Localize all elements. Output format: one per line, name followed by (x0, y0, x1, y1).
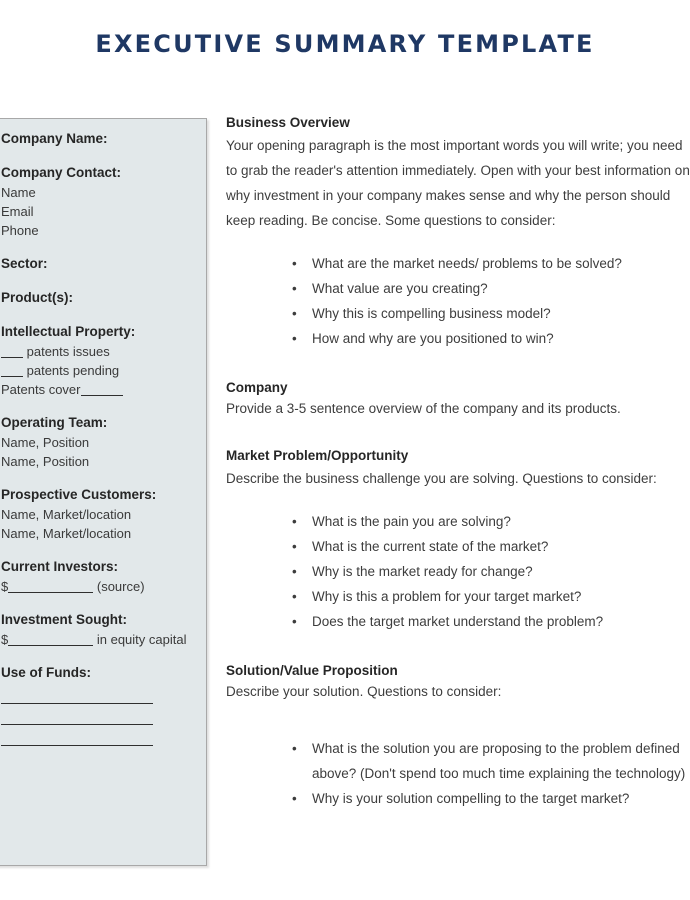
list-item-text: How and why are you positioned to win? (312, 331, 554, 346)
bullet-glyph: • (292, 564, 297, 579)
use-of-funds-blank-line-2 (1, 724, 153, 725)
question-list (226, 251, 690, 351)
list-item-text: What are the market needs/ problems to be solved? (312, 256, 622, 271)
bullet-glyph: • (292, 514, 297, 529)
page-title: EXECUTIVE SUMMARY TEMPLATE (95, 30, 595, 58)
field-value-contact-email: Email (1, 204, 34, 219)
field-label-products: Product(s): (1, 290, 73, 305)
bullet-glyph: • (292, 741, 297, 756)
spacer (1, 543, 198, 557)
field-label-company-contact: Company Contact: (1, 165, 122, 180)
question-list (226, 509, 690, 634)
section-company (226, 377, 690, 419)
bullet-glyph: • (292, 614, 297, 629)
question-list (226, 736, 690, 811)
field-value-contact-phone: Phone (1, 223, 39, 238)
bullet-glyph: • (292, 539, 297, 554)
bullet-glyph: • (292, 589, 297, 604)
section-solution-value-proposition (226, 660, 690, 811)
blank-underline (81, 383, 123, 396)
use-of-funds-blank-line-1 (1, 703, 153, 704)
field-value-patents-cover: Patents cover (1, 380, 198, 399)
list-item-text: What is the current state of the market? (312, 539, 549, 554)
spacer (1, 471, 198, 485)
field-label-company-name: Company Name: (1, 131, 108, 146)
field-value-patents-issues: patents issues (1, 342, 198, 361)
list-item-text: Why is your solution compelling to the target market? (312, 791, 630, 806)
bullet-glyph: • (292, 281, 297, 296)
spacer (1, 649, 198, 663)
list-item (226, 786, 690, 811)
section-heading: Solution/Value Proposition (226, 663, 398, 678)
list-item-text: Why is the market ready for change? (312, 564, 533, 579)
bullet-glyph: • (292, 791, 297, 806)
spacer (1, 596, 198, 610)
blank-underline (1, 364, 23, 377)
section-business-overview (226, 112, 690, 351)
section-market-problem-opportunity (226, 445, 690, 634)
spacer (1, 308, 198, 322)
section-heading: Company (226, 380, 288, 395)
field-label-sector: Sector: (1, 256, 48, 271)
main-content (226, 112, 690, 811)
field-value-team-member-1: Name, Position (1, 435, 90, 450)
field-label-operating-team: Operating Team: (1, 415, 108, 430)
list-item-text: Why is this a problem for your target market? (312, 589, 582, 604)
section-heading: Market Problem/Opportunity (226, 448, 409, 463)
spacer (226, 702, 690, 736)
field-value-team-member-2: Name, Position (1, 454, 90, 469)
list-item-text: Why this is compelling business model? (312, 306, 551, 321)
use-of-funds-blank-line-3 (1, 745, 153, 746)
bullet-glyph: • (292, 331, 297, 346)
list-item-text: What is the pain you are solving? (312, 514, 511, 529)
list-item (226, 609, 690, 634)
spacer (226, 419, 690, 445)
field-value-contact-name: Name (1, 185, 36, 200)
blank-underline (1, 345, 23, 358)
bullet-glyph: • (292, 256, 297, 271)
blank-underline (8, 633, 93, 646)
list-item-text: What value are you creating? (312, 281, 488, 296)
list-item (226, 534, 690, 559)
bullet-glyph: • (292, 306, 297, 321)
spacer (1, 399, 198, 413)
field-value-customer-2: Name, Market/location (1, 526, 132, 541)
field-label-intellectual-property: Intellectual Property: (1, 324, 136, 339)
blank-underline (8, 580, 93, 593)
section-heading: Business Overview (226, 115, 350, 130)
spacer (1, 274, 198, 288)
field-value-investment-sought: $ in equity capital (1, 632, 187, 647)
field-value-patents-pending: patents pending (1, 361, 198, 380)
section-body: Describe your solution. Questions to consider: (226, 684, 502, 699)
list-item (226, 559, 690, 584)
spacer (226, 233, 690, 251)
list-item (226, 326, 690, 351)
field-value-current-investors: $ (source) (1, 579, 145, 594)
list-item (226, 736, 690, 786)
spacer (1, 149, 198, 163)
section-body: Your opening paragraph is the most important words you will write; you need to grab the reader's attention immediately. Open with your best information on why investment in your company makes sense and why the person should keep reading. Be concise. Some questions to consider: (226, 138, 690, 228)
field-label-current-investors: Current Investors: (1, 559, 119, 574)
spacer (226, 634, 690, 660)
spacer (226, 351, 690, 377)
list-item (226, 251, 690, 276)
field-value-customer-1: Name, Market/location (1, 507, 132, 522)
list-item-text: Does the target market understand the problem? (312, 614, 604, 629)
list-item (226, 509, 690, 534)
spacer (1, 240, 198, 254)
list-item-text: What is the solution you are proposing to the problem defined above? (Don't spend too much time explaining the technology) (312, 741, 686, 781)
field-label-investment-sought: Investment Sought: (1, 612, 128, 627)
list-item (226, 584, 690, 609)
list-item (226, 276, 690, 301)
field-label-prospective-customers: Prospective Customers: (1, 487, 157, 502)
company-info-panel (0, 118, 207, 866)
spacer (226, 491, 690, 509)
list-item (226, 301, 690, 326)
field-label-use-of-funds: Use of Funds: (1, 665, 91, 680)
section-body: Describe the business challenge you are solving. Questions to consider: (226, 471, 657, 486)
section-body: Provide a 3-5 sentence overview of the company and its products. (226, 401, 621, 416)
